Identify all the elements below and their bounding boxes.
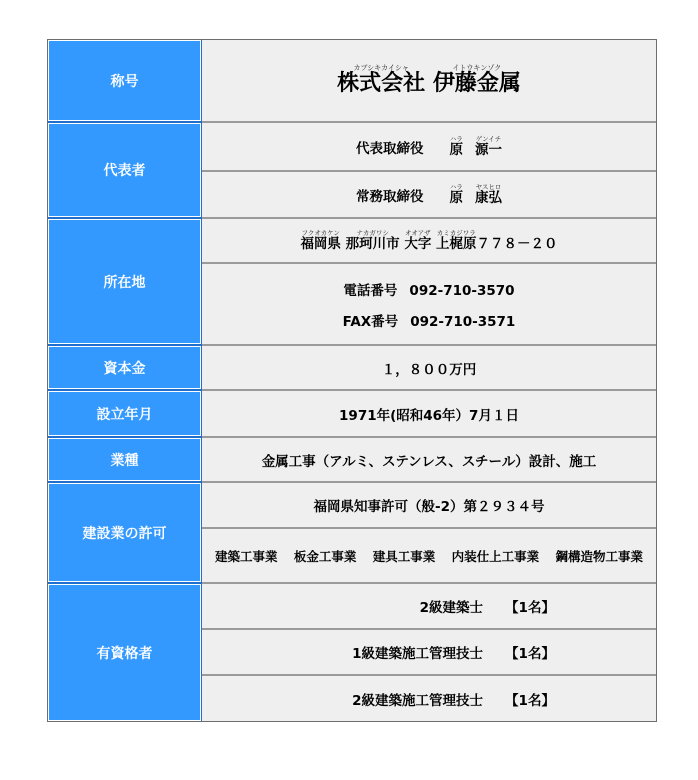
- address-text: 福岡県フクオカケン 那珂川市ナカガワシ 大字オオアザ 上梶原カミカジワラ７７８－２０: [300, 229, 558, 252]
- permit-value: 福岡県知事許可（般-2）第２９３４号: [313, 499, 545, 515]
- business-cell: [202, 437, 657, 482]
- rep-title-1: 代表取締役: [356, 140, 424, 157]
- rep-family-2: 原ハラ: [449, 183, 463, 206]
- founded-value: 1971年(昭和46年）7月１日: [339, 407, 519, 424]
- qualified-row: [202, 583, 657, 629]
- license-kinds: [209, 547, 649, 565]
- license-kind: 板金工事業: [293, 548, 357, 564]
- label-license: 建設業の許可: [47, 482, 202, 583]
- license-kind: 鋼構造物工事業: [555, 548, 643, 564]
- tel-line: [343, 279, 514, 299]
- license-kind: 建具工事業: [372, 548, 436, 564]
- qualified-row: [202, 629, 657, 675]
- capital-cell: [202, 345, 657, 390]
- tel-label: 電話番号: [343, 282, 398, 299]
- company-name: 株式会社カブシキカイシャ 伊藤金属イトウキンゾク: [337, 64, 521, 96]
- permit-cell: [202, 482, 657, 528]
- tel-number: 092-710-3570: [409, 282, 515, 299]
- label-business: 業種: [47, 437, 202, 482]
- label-address: 所在地: [47, 218, 202, 345]
- rep-given-1: 源一ゲンイチ: [475, 135, 502, 158]
- rep-family-1: 原ハラ: [449, 135, 463, 158]
- qualified-count: 【1名】: [505, 600, 555, 616]
- qualified-row: [202, 675, 657, 722]
- label-founded: 設立年月: [47, 390, 202, 437]
- fax-line: [343, 310, 516, 330]
- rep-title-2: 常務取締役: [356, 188, 424, 205]
- label-qualified: 有資格者: [47, 583, 202, 722]
- qualified-name: 2級建築士: [419, 600, 484, 616]
- capital-value: １，８００万円: [381, 361, 477, 378]
- qualified-name: 1級建築施工管理技士: [352, 646, 484, 662]
- founded-cell: [202, 390, 657, 437]
- license-kind: 内装仕上工事業: [451, 548, 540, 564]
- label-capital: 資本金: [47, 345, 202, 390]
- label-representative: 代表者: [47, 122, 202, 218]
- company-name-cell: [202, 39, 657, 122]
- rep-given-2: 康弘ヤスヒロ: [475, 183, 502, 206]
- fax-number: 092-710-3571: [410, 313, 516, 330]
- qualified-name: 2級建築施工管理技士: [352, 692, 484, 709]
- qualified-count: 【1名】: [505, 646, 555, 662]
- rep-row-1: [202, 122, 657, 171]
- label-company-name: 称号: [47, 39, 202, 122]
- business-value: 金属工事（アルミ、ステンレス、スチール）設計、施工: [261, 453, 597, 470]
- license-kinds-cell: [202, 528, 657, 583]
- rep-row-2: [202, 171, 657, 218]
- phone-cell: [202, 263, 657, 345]
- qualified-count: 【1名】: [505, 692, 555, 709]
- license-kind: 建築工事業: [214, 548, 278, 564]
- address-cell: [202, 218, 657, 263]
- fax-label: FAX番号: [342, 313, 399, 330]
